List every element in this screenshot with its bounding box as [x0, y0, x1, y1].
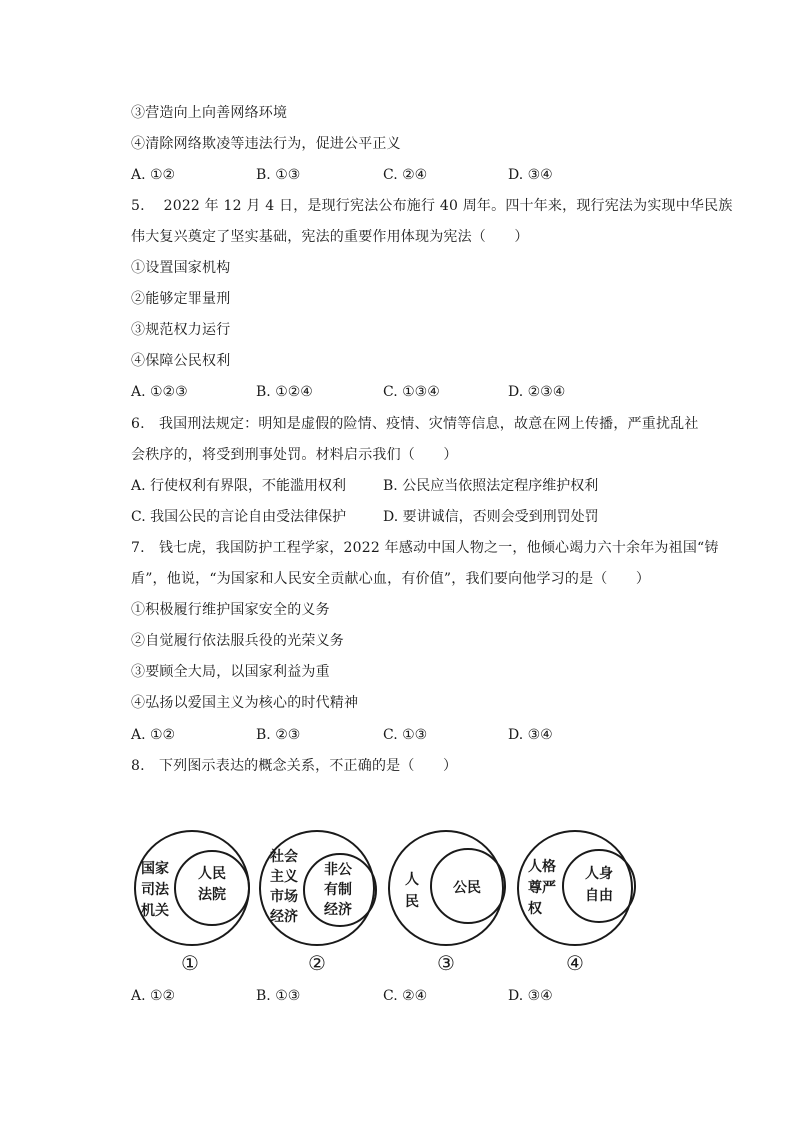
diagram-1-outer-label-1: 国家 — [141, 861, 169, 877]
diagram-3-outer-circle — [389, 831, 503, 945]
diagram-4-number: ④ — [566, 951, 584, 975]
diagram-2-number: ② — [308, 951, 326, 975]
q5-item-3: ③规范权力运行 — [131, 322, 231, 338]
q4-option-b: B. ①③ — [256, 167, 301, 183]
diagram-1 — [135, 831, 249, 975]
diagram-2-outer-label-4: 经济 — [270, 909, 298, 925]
q7-option-b: B. ②③ — [256, 727, 301, 743]
q4-option-c: C. ②④ — [383, 167, 428, 183]
q6-option-a: A. 行使权利有界限，不能滥用权利 — [131, 478, 347, 494]
q4-item-3: ③营造向上向善网络环境 — [131, 105, 288, 121]
diagram-3-inner-label-1: 公民 — [453, 880, 481, 896]
q8-option-a: A. ①② — [131, 988, 176, 1004]
q6-stem-line2: 会秩序的，将受到刑事处罚。材料启示我们（ ） — [131, 447, 458, 463]
diagram-1-number: ① — [181, 951, 199, 975]
q8-option-d: D. ③④ — [508, 988, 553, 1004]
q4-option-a: A. ①② — [131, 167, 176, 183]
q7-item-4: ④弘扬以爱国主义为核心的时代精神 — [131, 695, 359, 711]
diagram-4-outer-label-1: 人格 — [528, 859, 556, 875]
diagram-4 — [518, 831, 635, 975]
q7-option-d: D. ③④ — [508, 727, 553, 743]
q7-option-a: A. ①② — [131, 727, 176, 743]
diagram-2-outer-label-1: 社会 — [270, 849, 298, 865]
diagram-2-inner-label-2: 有制 — [324, 882, 352, 898]
q7-stem-line2: 盾”，他说，“为国家和人民安全贡献心血，有价值”，我们要向他学习的是（ ） — [131, 571, 651, 587]
diagram-3-outer-label-1: 人 — [405, 872, 419, 888]
diagram-3-number: ③ — [437, 951, 455, 975]
q8-option-c: C. ②④ — [383, 988, 428, 1004]
q4-option-d: D. ③④ — [508, 167, 553, 183]
diagram-4-outer-label-2: 尊严 — [528, 880, 556, 896]
q7-item-2: ②自觉履行依法服兵役的光荣义务 — [131, 633, 344, 649]
diagram-3-outer-label-2: 民 — [405, 894, 419, 910]
q5-stem-line2: 伟大复兴奠定了坚实基础，宪法的重要作用体现为宪法（ ） — [131, 229, 529, 245]
diagram-4-inner-circle — [563, 850, 635, 922]
diagram-1-outer-label-2: 司法 — [141, 882, 169, 898]
diagram-4-inner-label-1: 人身 — [585, 866, 613, 882]
diagram-1-inner-label-2: 法院 — [198, 887, 226, 903]
diagram-2-outer-label-3: 市场 — [270, 889, 298, 905]
diagram-1-inner-label-1: 人民 — [198, 866, 226, 882]
q6-stem-line1: 6. 我国刑法规定：明知是虚假的险情、疫情、灾情等信息，故意在网上传播，严重扰乱社 — [131, 416, 699, 432]
q5-option-c: C. ①③④ — [383, 384, 440, 400]
q5-item-1: ①设置国家机构 — [131, 260, 231, 276]
diagram-2-inner-label-1: 非公 — [324, 862, 352, 878]
q5-stem-line1: 5. 2022 年 12 月 4 日，是现行宪法公布施行 40 周年。四十年来，现行宪法为实现中华民族 — [131, 198, 733, 214]
q7-option-c: C. ①③ — [383, 727, 428, 743]
diagram-4-outer-label-3: 权 — [528, 901, 542, 917]
q7-item-1: ①积极履行维护国家安全的义务 — [131, 602, 330, 618]
q6-option-d: D. 要讲诚信，否则会受到刑罚处罚 — [383, 509, 599, 525]
diagram-1-outer-label-3: 机关 — [141, 903, 169, 919]
q5-option-d: D. ②③④ — [508, 384, 566, 400]
q8-stem: 8. 下列图示表达的概念关系，不正确的是（ ） — [131, 758, 458, 774]
q5-item-2: ②能够定罪量刑 — [131, 291, 231, 307]
q6-option-b: B. 公民应当依照法定程序维护权利 — [383, 478, 599, 494]
q7-item-3: ③要顾全大局，以国家利益为重 — [131, 664, 330, 680]
q5-item-4: ④保障公民权利 — [131, 353, 231, 369]
q7-stem-line1: 7. 钱七虎，我国防护工程学家，2022 年感动中国人物之一，他倾心竭力六十余年为祖国“铸 — [131, 540, 719, 556]
diagram-2-inner-label-3: 经济 — [324, 902, 352, 918]
diagram-4-inner-label-2: 自由 — [585, 888, 613, 904]
diagram-2 — [260, 831, 376, 975]
concept-diagrams — [130, 818, 650, 978]
q5-option-a: A. ①②③ — [131, 384, 188, 400]
diagram-3 — [389, 831, 505, 975]
q6-option-c: C. 我国公民的言论自由受法律保护 — [131, 509, 347, 525]
q4-item-4: ④清除网络欺凌等违法行为，促进公平正义 — [131, 136, 401, 152]
diagram-2-outer-label-2: 主义 — [270, 869, 298, 885]
q8-option-b: B. ①③ — [256, 988, 301, 1004]
q5-option-b: B. ①②④ — [256, 384, 313, 400]
